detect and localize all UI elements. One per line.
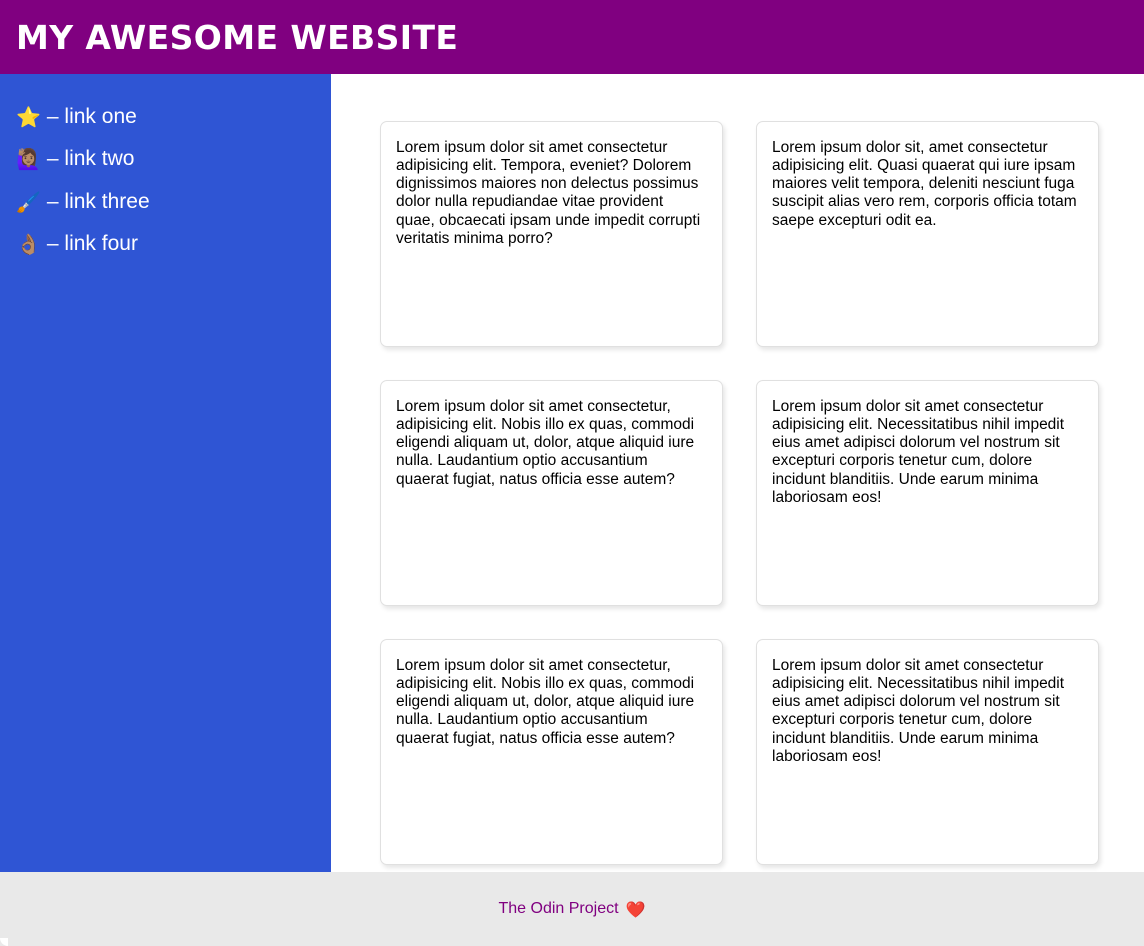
sidebar-item-label: – link one — [46, 105, 137, 128]
content-card — [756, 639, 1099, 865]
card-text: Lorem ipsum dolor sit amet consectetur adipisicing elit. Necessitatibus nihil impedit eius amet adipisci dolorum vel nostrum sit excepturi corporis tenetur cum, dolore incidunt blanditiis. Unde earum minima laboriosam eos! — [772, 657, 1065, 765]
odin-project-link[interactable]: The Odin Project — [498, 900, 619, 917]
sidebar-item-link-four[interactable] — [0, 223, 331, 265]
woman-raising-hand-icon: 🙋🏽‍♀️ — [16, 147, 41, 172]
card-grid — [380, 121, 1099, 865]
sidebar-item-link-three[interactable] — [0, 181, 331, 223]
sidebar-item-label: – link four — [46, 232, 138, 256]
site-footer — [0, 872, 1144, 946]
content-card — [756, 380, 1099, 606]
card-text: Lorem ipsum dolor sit amet consectetur, adipisicing elit. Nobis illo ex quas, commodi eligendi aliquam ut, dolor, atque aliquid iure nulla. Laudantium optio accusantium quaerat fugiat, natus officia esse autem? — [396, 657, 695, 747]
content-card — [380, 380, 723, 606]
card-text: Lorem ipsum dolor sit, amet consectetur adipisicing elit. Quasi quaerat qui iure ipsam maiores velit tempora, deleniti nesciunt fuga suscipit alias vero rem, corporis officia totam saepe excepturi odit ea. — [772, 139, 1077, 229]
ok-hand-icon: 👌🏽 — [16, 232, 41, 257]
card-text: Lorem ipsum dolor sit amet consectetur adipisicing elit. Necessitatibus nihil impedit eius amet adipisci dolorum vel nostrum sit excepturi corporis tenetur cum, dolore incidunt blanditiis. Unde earum minima laboriosam eos! — [772, 398, 1065, 506]
card-text: Lorem ipsum dolor sit amet consectetur adipisicing elit. Tempora, eveniet? Dolorem dignissimos maiores non delectus possimus dolor nulla repudiandae vitae provident quae, obcaecati ipsam unde impedit corrupti veritatis minima porro? — [396, 139, 701, 247]
heart-icon: ❤️ — [625, 899, 646, 919]
sidebar-item-label: – link two — [46, 147, 135, 171]
paintbrush-icon: 🖌️ — [16, 189, 41, 214]
page-title: MY AWESOME WEBSITE — [16, 17, 459, 57]
content-card — [380, 639, 723, 865]
sidebar-nav — [0, 74, 331, 872]
content-card — [380, 121, 723, 347]
sidebar-item-label: – link three — [46, 189, 150, 213]
content-area — [0, 74, 1144, 872]
main-content — [331, 74, 1144, 872]
sidebar-item-link-two[interactable] — [0, 138, 331, 180]
sidebar-item-link-one[interactable] — [0, 96, 331, 138]
card-text: Lorem ipsum dolor sit amet consectetur, adipisicing elit. Nobis illo ex quas, commodi eligendi aliquam ut, dolor, atque aliquid iure nulla. Laudantium optio accusantium quaerat fugiat, natus officia esse autem? — [396, 398, 695, 488]
star-icon: ⭐ — [16, 104, 41, 129]
content-card — [756, 121, 1099, 347]
site-header — [0, 0, 1144, 74]
